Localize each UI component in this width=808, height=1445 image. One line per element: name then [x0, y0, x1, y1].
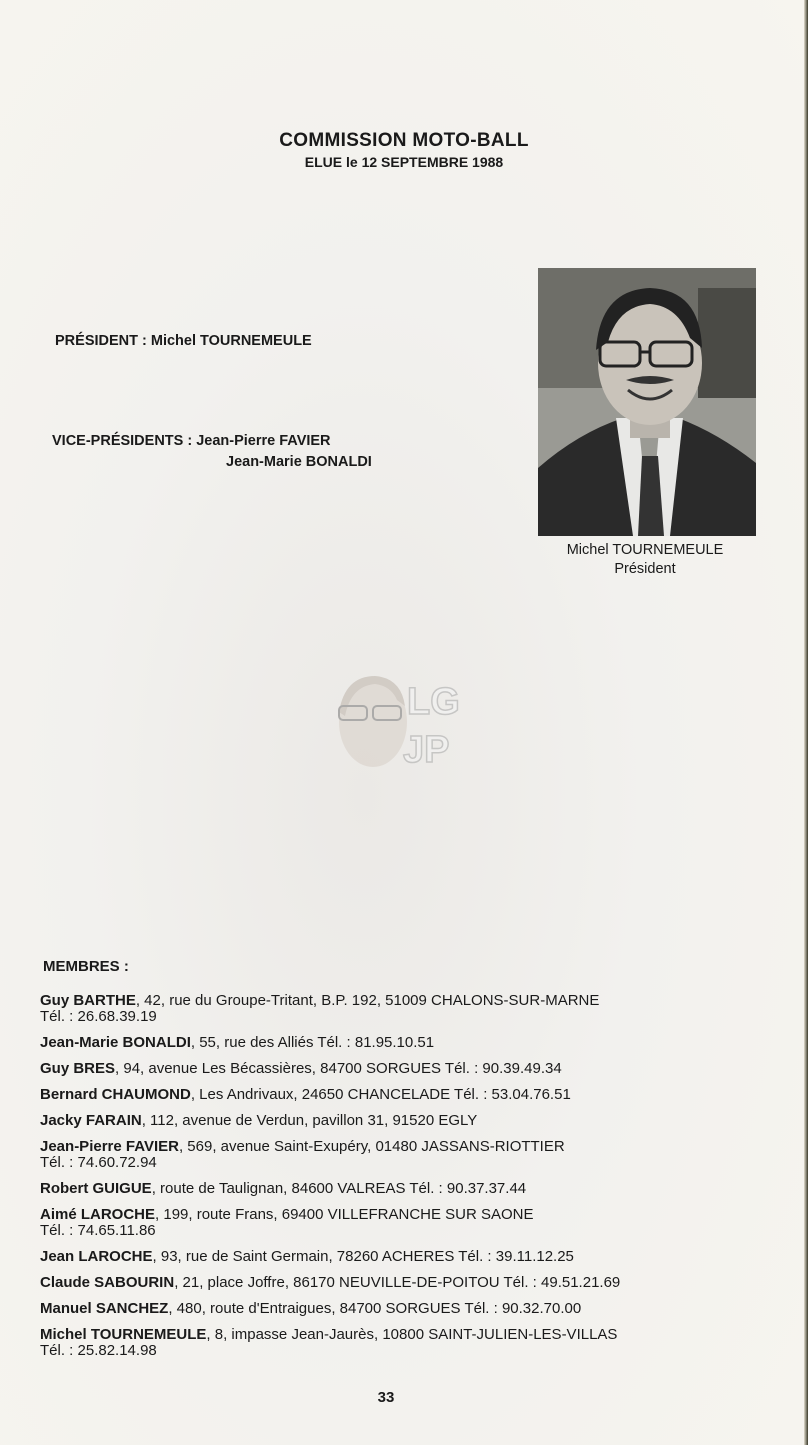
member-address: , 93, rue de Saint Germain, 78260 ACHERES Tél. : 39.11.12.25 — [152, 1248, 574, 1265]
member-address: , 21, place Joffre, 86170 NEUVILLE-DE-POITOU Tél. : 49.51.21.69 — [174, 1274, 621, 1291]
member-address: , 199, route Frans, 69400 VILLEFRANCHE SUR SAONE — [155, 1206, 534, 1223]
member-name: Aimé LAROCHE — [40, 1206, 156, 1223]
member-line — [40, 1181, 740, 1197]
members-list — [40, 993, 740, 1369]
member-address: , route de Taulignan, 84600 VALREAS Tél. : 90.37.37.44 — [151, 1180, 527, 1197]
member-line — [40, 1139, 740, 1155]
member-name: Jean-Pierre FAVIER — [40, 1138, 179, 1155]
member-address: , 569, avenue Saint-Exupéry, 01480 JASSANS-RIOTTIER — [178, 1138, 565, 1155]
member-name: Jean LAROCHE — [40, 1248, 153, 1265]
member-entry — [40, 993, 740, 1025]
page-edge — [804, 0, 808, 1445]
watermark-text-bottom: JP — [403, 729, 450, 771]
watermark-logo — [335, 672, 480, 772]
watermark-graphic — [335, 672, 480, 772]
vice-president-second: Jean-Marie BONALDI — [226, 454, 372, 470]
member-address: , 55, rue des Alliés Tél. : 81.95.10.51 — [190, 1034, 435, 1051]
member-line — [40, 1087, 740, 1103]
member-address: , 112, avenue de Verdun, pavillon 31, 91520 EGLY — [141, 1112, 478, 1129]
page-number: 33 — [377, 1389, 395, 1406]
member-phone: Tél. : 25.82.14.98 — [40, 1342, 157, 1359]
member-line — [40, 1035, 740, 1051]
member-line — [40, 1275, 740, 1291]
member-line — [40, 1061, 740, 1077]
member-line — [40, 1327, 740, 1343]
member-phone: Tél. : 26.68.39.19 — [40, 1008, 157, 1025]
member-entry — [40, 1275, 740, 1291]
member-line — [40, 1113, 740, 1129]
member-name: Robert GUIGUE — [40, 1180, 152, 1197]
member-entry — [40, 1181, 740, 1197]
member-address: , Les Andrivaux, 24650 CHANCELADE Tél. : 53.04.76.51 — [190, 1086, 571, 1103]
member-entry — [40, 1327, 740, 1359]
member-name: Jacky FARAIN — [40, 1112, 142, 1129]
member-address: , 42, rue du Groupe-Tritant, B.P. 192, 51009 CHALONS-SUR-MARNE — [135, 992, 600, 1009]
member-name: Claude SABOURIN — [40, 1274, 175, 1291]
member-phone: Tél. : 74.60.72.94 — [40, 1154, 157, 1171]
caption-name: Michel TOURNEMEULE — [566, 542, 724, 558]
watermark-text-top: LG — [407, 681, 460, 723]
caption-role: Président — [614, 561, 676, 577]
member-entry — [40, 1113, 740, 1129]
member-name: Jean-Marie BONALDI — [40, 1034, 191, 1051]
page-subtitle: ELUE le 12 SEPTEMBRE 1988 — [304, 154, 504, 170]
page-title: COMMISSION MOTO-BALL — [279, 130, 529, 151]
member-line — [40, 1301, 740, 1317]
member-name: Guy BARTHE — [40, 992, 136, 1009]
member-entry — [40, 1139, 740, 1171]
vice-presidents-line: VICE-PRÉSIDENTS : Jean-Pierre FAVIER — [52, 433, 331, 449]
member-entry — [40, 1035, 740, 1051]
member-address: , 8, impasse Jean-Jaurès, 10800 SAINT-JULIEN-LES-VILLAS — [206, 1326, 618, 1343]
member-entry — [40, 1301, 740, 1317]
member-name: Bernard CHAUMOND — [40, 1086, 191, 1103]
president-line: PRÉSIDENT : Michel TOURNEMEULE — [55, 333, 312, 349]
portrait-image — [538, 268, 756, 536]
members-heading: MEMBRES : — [43, 958, 129, 975]
member-line — [40, 993, 740, 1009]
member-line — [40, 1249, 740, 1265]
member-address: , 94, avenue Les Bécassières, 84700 SORGUES Tél. : 90.39.49.34 — [115, 1060, 562, 1077]
photo-caption — [530, 541, 760, 579]
member-entry — [40, 1207, 740, 1239]
president-photo — [538, 268, 756, 536]
header-block — [0, 130, 808, 170]
member-name: Michel TOURNEMEULE — [40, 1326, 207, 1343]
member-name: Manuel SANCHEZ — [40, 1300, 169, 1317]
member-phone: Tél. : 74.65.11.86 — [40, 1222, 156, 1239]
member-line — [40, 1207, 740, 1223]
member-address: , 480, route d'Entraigues, 84700 SORGUES Tél. : 90.32.70.00 — [168, 1300, 582, 1317]
member-entry — [40, 1249, 740, 1265]
member-entry — [40, 1061, 740, 1077]
member-entry — [40, 1087, 740, 1103]
member-name: Guy BRES — [40, 1060, 116, 1077]
